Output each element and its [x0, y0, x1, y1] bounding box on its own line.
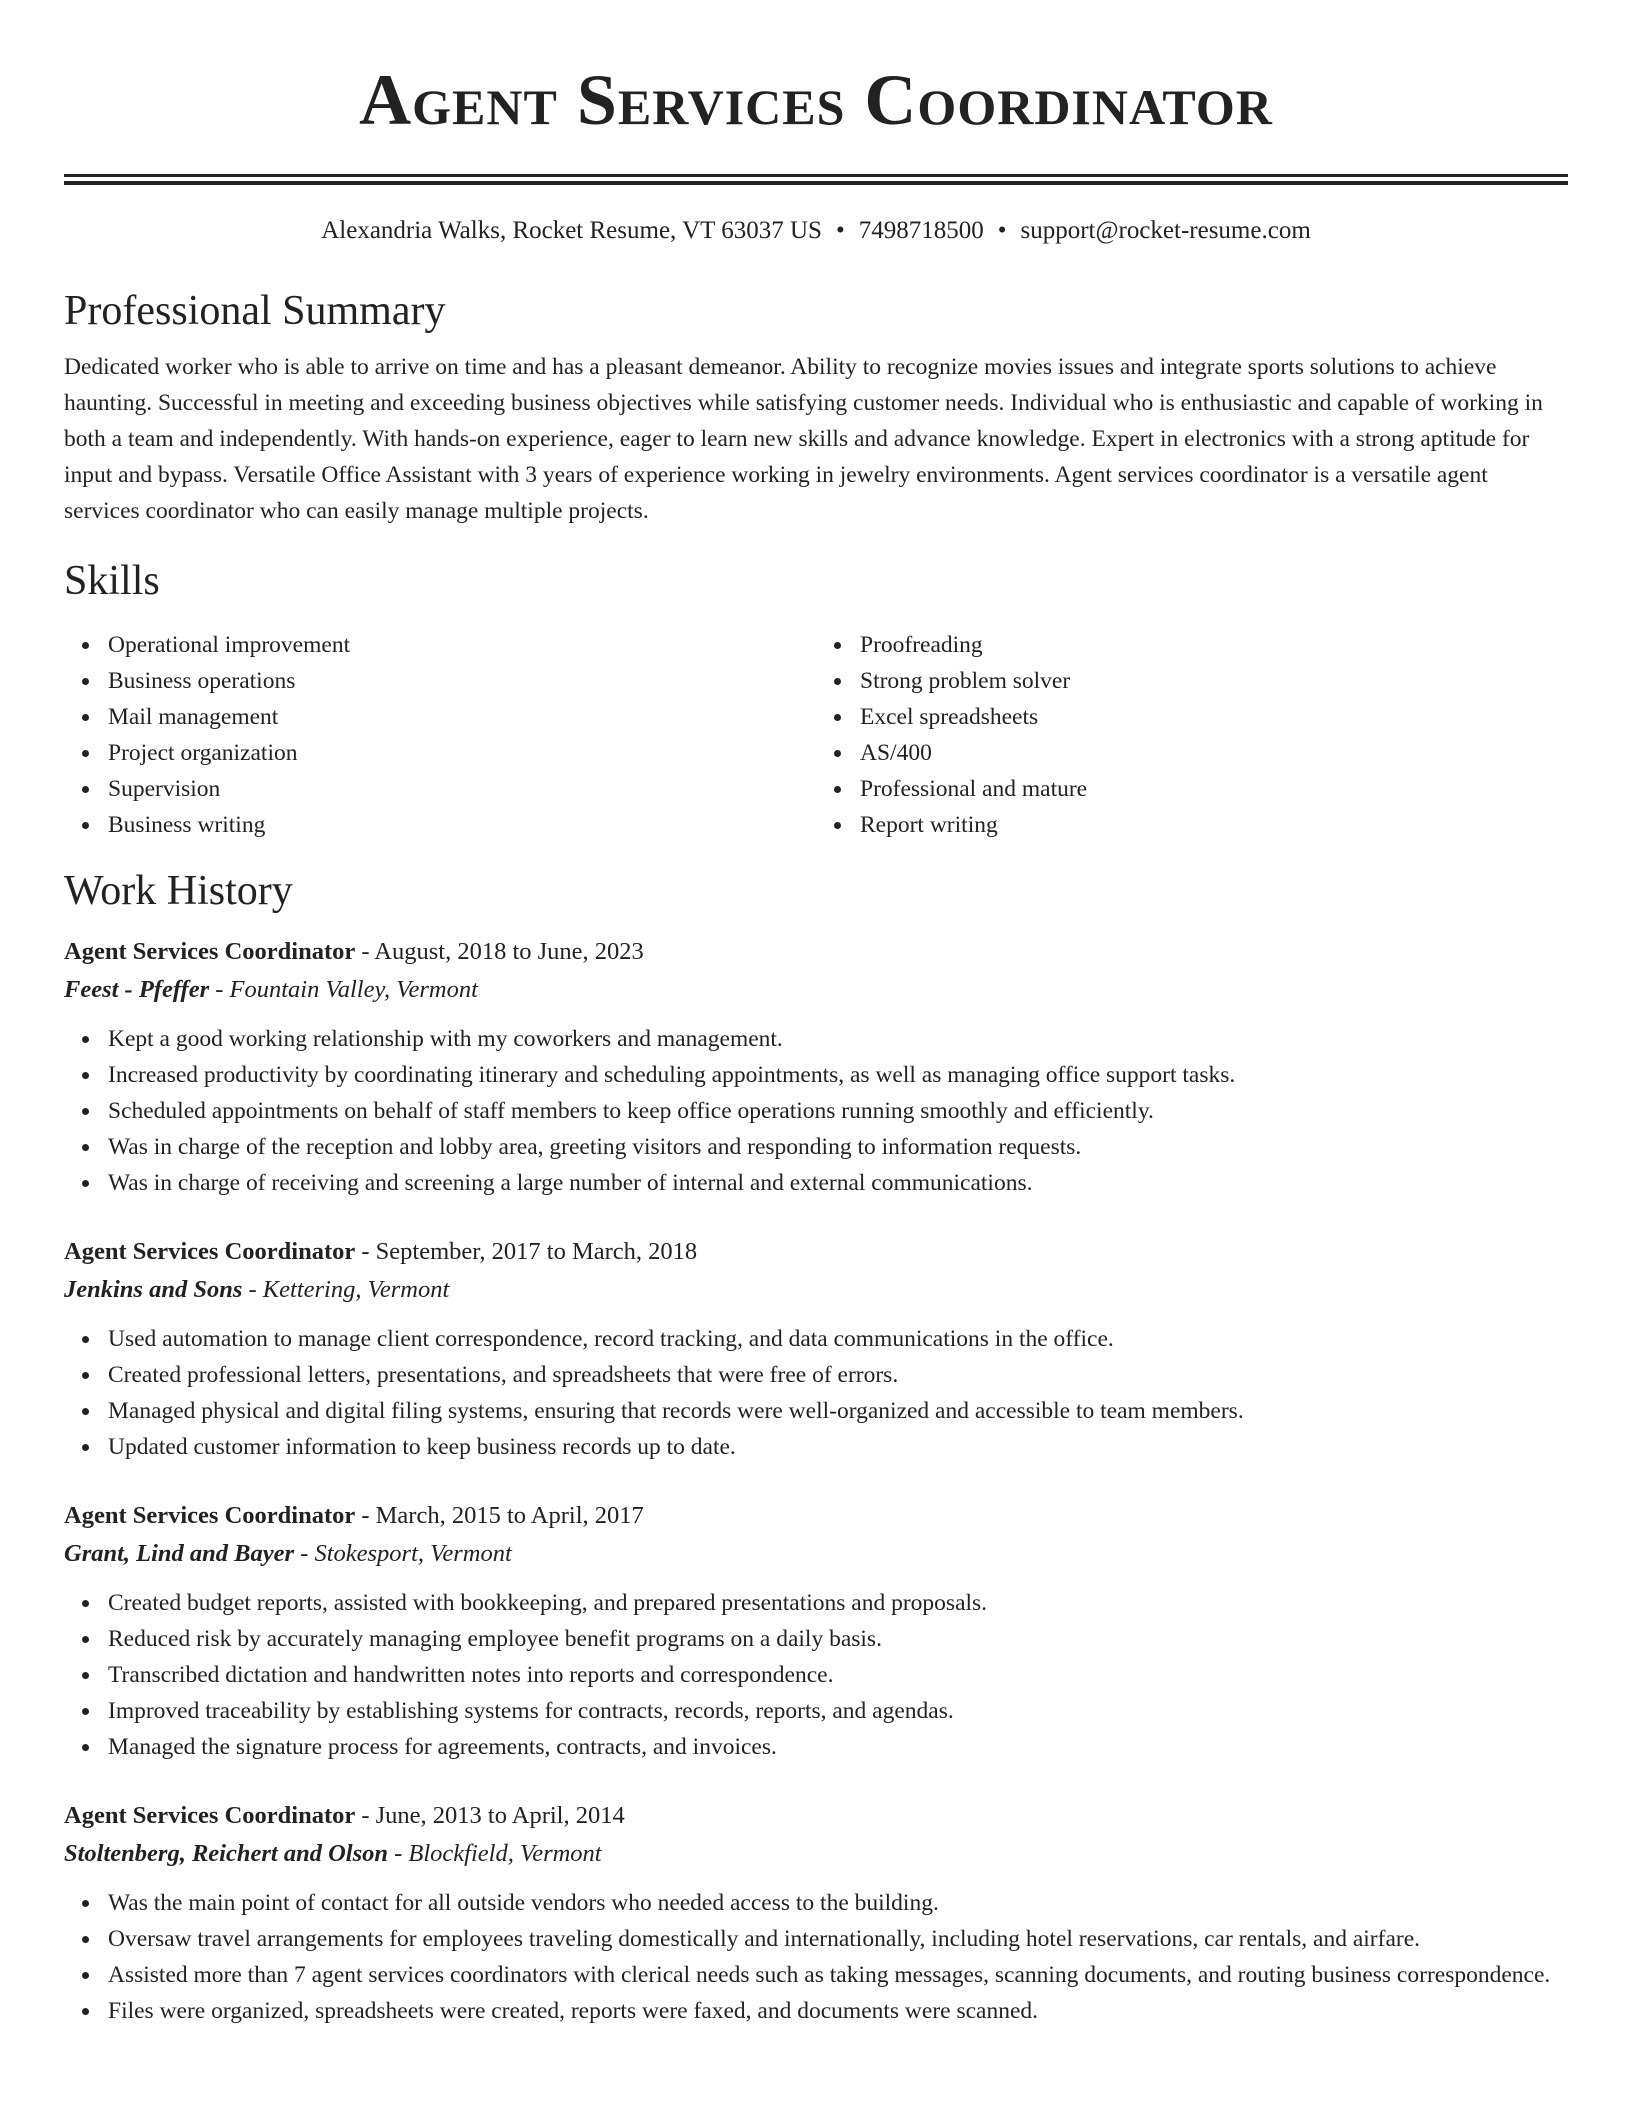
job-duties	[64, 1585, 1568, 1765]
duty-item: Improved traceability by establishing systems for contracts, records, reports, and agendas.	[108, 1693, 1568, 1729]
company-location: - Blockfield, Vermont	[387, 1840, 602, 1867]
duty-item: Created professional letters, presentations, and spreadsheets that were free of errors.	[108, 1357, 1568, 1393]
duty-item: Oversaw travel arrangements for employees traveling domestically and internationally, including hotel reservations, car rentals, and airfare.	[108, 1921, 1568, 1957]
work-history-heading: Work History	[64, 868, 293, 914]
contact-separator: •	[835, 217, 845, 244]
duty-item: Was in charge of the reception and lobby area, greeting visitors and responding to information requests.	[108, 1129, 1568, 1165]
skills-list	[64, 627, 1568, 843]
company-location: - Stokesport, Vermont	[294, 1540, 512, 1567]
duty-item: Files were organized, spreadsheets were created, reports were faxed, and documents were scanned.	[108, 1993, 1568, 2029]
job-title: Agent Services Coordinator	[64, 1802, 356, 1829]
duty-item: Was in charge of receiving and screening a large number of internal and external communications.	[108, 1165, 1568, 1201]
skills-column-right	[816, 627, 1568, 843]
skill-item: Supervision	[108, 771, 816, 807]
title-divider	[64, 174, 1568, 185]
job-duties	[64, 1021, 1568, 1201]
duty-item: Scheduled appointments on behalf of staff members to keep office operations running smoothly and efficiently.	[108, 1093, 1568, 1129]
summary-heading: Professional Summary	[64, 288, 446, 334]
duty-item: Assisted more than 7 agent services coordinators with clerical needs such as taking messages, scanning documents, and routing business correspondence.	[108, 1957, 1568, 1993]
company-line	[64, 1271, 1568, 1309]
company-name: Jenkins and Sons	[64, 1276, 243, 1303]
job-title: Agent Services Coordinator	[64, 938, 356, 965]
duty-item: Managed physical and digital filing systems, ensuring that records were well-organized and accessible to team members.	[108, 1393, 1568, 1429]
resume-page	[64, 0, 1568, 2029]
resume-title: Agent Services Coordinator	[359, 60, 1273, 140]
job-entry	[64, 1497, 1568, 1765]
skill-item: Strong problem solver	[860, 663, 1568, 699]
duty-item: Transcribed dictation and handwritten notes into reports and correspondence.	[108, 1657, 1568, 1693]
job-title: Agent Services Coordinator	[64, 1238, 356, 1265]
job-entry	[64, 1233, 1568, 1465]
contact-email: support@rocket-resume.com	[1020, 217, 1311, 244]
skill-item: Professional and mature	[860, 771, 1568, 807]
duty-item: Used automation to manage client correspondence, record tracking, and data communications in the office.	[108, 1321, 1568, 1357]
company-location: - Kettering, Vermont	[242, 1276, 450, 1303]
contact-separator: •	[997, 217, 1007, 244]
company-name: Feest - Pfeffer	[64, 976, 210, 1003]
skill-item: Project organization	[108, 735, 816, 771]
job-title: Agent Services Coordinator	[64, 1502, 356, 1529]
company-line	[64, 1835, 1568, 1873]
duty-item: Kept a good working relationship with my coworkers and management.	[108, 1021, 1568, 1057]
duty-item: Was the main point of contact for all outside vendors who needed access to the building.	[108, 1885, 1568, 1921]
skill-item: Operational improvement	[108, 627, 816, 663]
duty-item: Reduced risk by accurately managing employee benefit programs on a daily basis.	[108, 1621, 1568, 1657]
skill-item: Business writing	[108, 807, 816, 843]
job-entry	[64, 1797, 1568, 2029]
contact-address: Alexandria Walks, Rocket Resume, VT 63037 US	[321, 217, 822, 244]
company-line	[64, 1535, 1568, 1573]
duty-item: Updated customer information to keep business records up to date.	[108, 1429, 1568, 1465]
skill-item: AS/400	[860, 735, 1568, 771]
job-dates: - September, 2017 to March, 2018	[355, 1238, 698, 1265]
job-title-line	[64, 1797, 1568, 1835]
skill-item: Mail management	[108, 699, 816, 735]
job-title-line	[64, 933, 1568, 971]
skill-item: Report writing	[860, 807, 1568, 843]
company-location: - Fountain Valley, Vermont	[209, 976, 478, 1003]
skill-item: Proofreading	[860, 627, 1568, 663]
job-dates: - June, 2013 to April, 2014	[355, 1802, 625, 1829]
contact-phone: 7498718500	[858, 217, 984, 244]
job-duties	[64, 1321, 1568, 1465]
duty-item: Managed the signature process for agreements, contracts, and invoices.	[108, 1729, 1568, 1765]
job-dates: - March, 2015 to April, 2017	[355, 1502, 644, 1529]
job-title-line	[64, 1233, 1568, 1271]
job-entry	[64, 933, 1568, 1201]
company-line	[64, 971, 1568, 1009]
duty-item: Increased productivity by coordinating itinerary and scheduling appointments, as well as managing office support tasks.	[108, 1057, 1568, 1093]
skills-column-left	[64, 627, 816, 843]
skill-item: Business operations	[108, 663, 816, 699]
skill-item: Excel spreadsheets	[860, 699, 1568, 735]
duty-item: Created budget reports, assisted with bookkeeping, and prepared presentations and proposals.	[108, 1585, 1568, 1621]
company-name: Stoltenberg, Reichert and Olson	[64, 1840, 388, 1867]
summary-text: Dedicated worker who is able to arrive on time and has a pleasant demeanor. Ability to recognize movies issues and integrate sports solutions to achieve haunting. Successful in meeting and exceeding business objectives while satisfying customer needs. Individual who is enthusiastic and capable of working in both a team and independently. With hands-on experience, eager to learn new skills and advance knowledge. Expert in electronics with a strong aptitude for input and bypass. Versatile Office Assistant with 3 years of experience working in jewelry environments. Agent services coordinator is a versatile agent services coordinator who can easily manage multiple projects.	[64, 354, 1543, 524]
company-name: Grant, Lind and Bayer	[64, 1540, 295, 1567]
skills-heading: Skills	[64, 558, 160, 604]
job-title-line	[64, 1497, 1568, 1535]
job-dates: - August, 2018 to June, 2023	[355, 938, 644, 965]
job-duties	[64, 1885, 1568, 2029]
contact-line	[64, 215, 1568, 247]
